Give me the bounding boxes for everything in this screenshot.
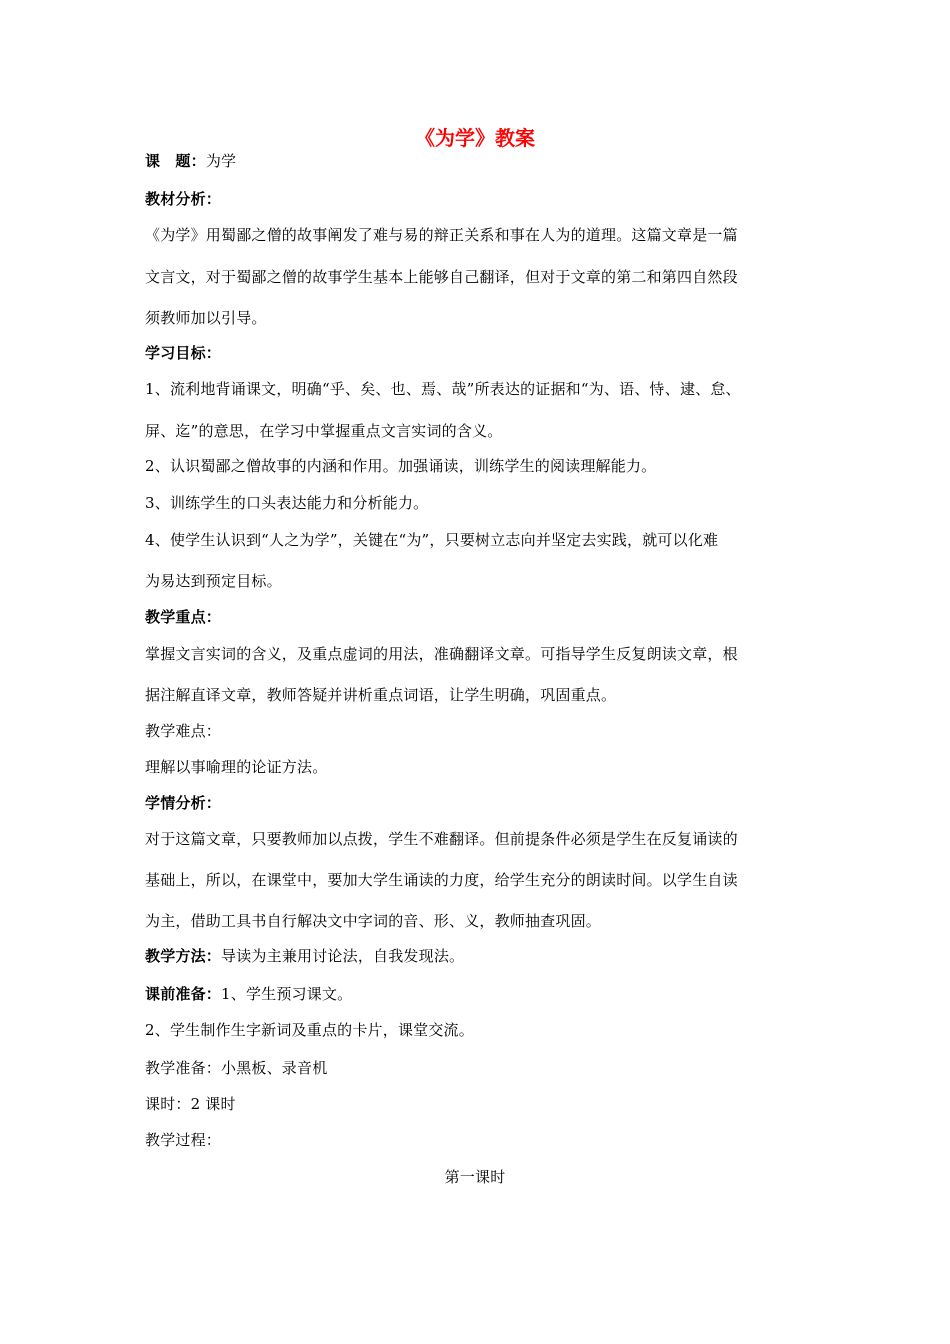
key-line-2: 据注解直译文章，教师答疑并讲析重点词语，让学生明确，巩固重点。 (145, 686, 617, 704)
prep-value: 1、学生预习课文。 (221, 985, 353, 1003)
topic-label: 课 题： (145, 152, 206, 170)
analysis-line-3: 为主，借助工具书自行解决文中字词的音、形、义，教师抽查巩固。 (145, 912, 602, 930)
topic-line (145, 151, 236, 171)
document-title: 《为学》教案 (415, 126, 535, 150)
prep-line (145, 984, 352, 1004)
goals-heading: 学习目标： (145, 344, 222, 362)
method-label: 教学方法： (145, 947, 222, 965)
goals-line-2: 屏、迄”的意思，在学习中掌握重点文言实词的含义。 (145, 422, 503, 440)
material-heading: 教材分析： (145, 190, 222, 208)
analysis-line-1: 对于这篇文章，只要教师加以点拨，学生不难翻译。但前提条件必须是学生在反复诵读的 (145, 830, 738, 848)
goals-line-4: 3、训练学生的口头表达能力和分析能力。 (145, 494, 429, 512)
topic-value: 为学 (205, 152, 237, 170)
goals-line-5: 4、使学生认识到“人之为学”，关键在“为”，只要树立志向并坚定去实践，就可以化难 (145, 531, 719, 549)
process-line: 教学过程： (145, 1131, 222, 1149)
material-line-1: 《为学》用蜀鄙之僧的故事阐发了难与易的辩正关系和事在人为的道理。这篇文章是一篇 (145, 226, 738, 244)
prep-line-2: 2、学生制作生字新词及重点的卡片，课堂交流。 (145, 1021, 474, 1039)
prep-label: 课前准备： (145, 985, 222, 1003)
goals-line-3: 2、认识蜀鄙之僧故事的内涵和作用。加强诵读，训练学生的阅读理解能力。 (145, 457, 657, 475)
method-value: 导读为主兼用讨论法，自我发现法。 (221, 947, 465, 965)
materials-line: 教学准备：小黑板、录音机 (145, 1059, 328, 1077)
method-line (145, 946, 464, 966)
first-lesson-heading: 第一课时 (444, 1168, 506, 1186)
goals-line-1: 1、流利地背诵课文，明确“乎、矣、也、焉、哉”所表达的证据和“为、语、恃、逮、怠、 (145, 380, 741, 398)
difficulty-line: 理解以事喻理的论证方法。 (145, 758, 328, 776)
key-line-1: 掌握文言实词的含义，及重点虚词的用法，准确翻译文章。可指导学生反复朗读文章，根 (145, 645, 738, 663)
analysis-line-2: 基础上，所以，在课堂中，要加大学生诵读的力度，给学生充分的朗读时间。以学生自读 (145, 871, 738, 889)
difficulty-heading: 教学难点： (145, 722, 222, 740)
goals-line-6: 为易达到预定目标。 (145, 572, 282, 590)
material-line-3: 须教师加以引导。 (145, 309, 267, 327)
material-line-2: 文言文，对于蜀鄙之僧的故事学生基本上能够自己翻译，但对于文章的第二和第四自然段 (145, 268, 738, 286)
hours-line: 课时：2 课时 (145, 1095, 236, 1113)
analysis-heading: 学情分析： (145, 794, 222, 812)
key-heading: 教学重点： (145, 608, 222, 626)
